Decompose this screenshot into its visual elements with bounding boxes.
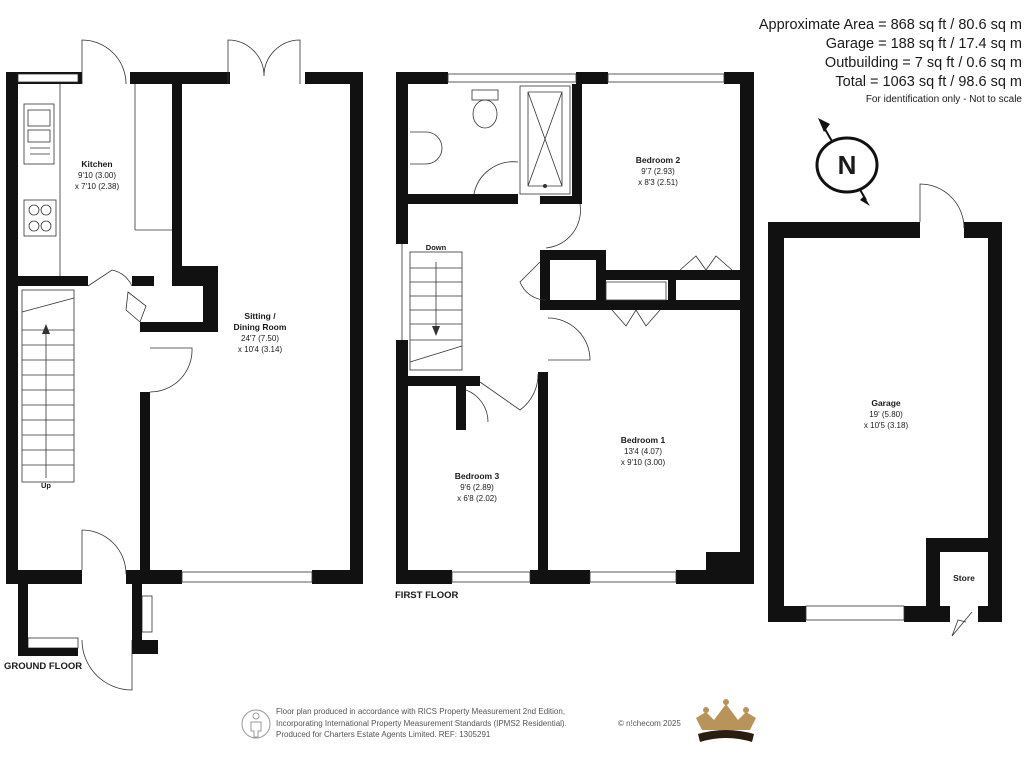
door-swing bbox=[82, 40, 126, 84]
compass-north-letter: N bbox=[837, 150, 857, 180]
hob-ring bbox=[29, 221, 39, 231]
copyright-text: © n!checom 2025 bbox=[618, 719, 681, 728]
wall bbox=[130, 72, 230, 84]
door-swing bbox=[920, 184, 964, 228]
wall bbox=[606, 270, 740, 280]
door-swing bbox=[952, 612, 972, 636]
first-floor-plan bbox=[396, 72, 754, 584]
wall bbox=[768, 606, 806, 622]
garage-dimension: 19' (5.80) bbox=[869, 410, 903, 419]
wall bbox=[408, 194, 518, 204]
cupboard bbox=[606, 282, 666, 300]
door-swing bbox=[88, 270, 132, 286]
stairs-down-label: Down bbox=[425, 243, 447, 252]
ground-stairs bbox=[22, 290, 74, 482]
toilet-cistern bbox=[472, 90, 498, 100]
bath-plug bbox=[543, 184, 547, 188]
approximate-area-text: Approximate Area = 868 sq ft / 80.6 sq m bbox=[758, 17, 1022, 33]
wall bbox=[768, 222, 920, 238]
door-swing bbox=[480, 374, 538, 410]
store-label: Store bbox=[953, 573, 975, 583]
cupboard-doors bbox=[612, 310, 660, 326]
basin bbox=[410, 132, 442, 164]
ground-floor-label: GROUND FLOOR bbox=[4, 661, 83, 672]
wall bbox=[408, 376, 480, 386]
sink-bowl bbox=[28, 110, 50, 126]
window bbox=[452, 572, 530, 582]
hob-ring bbox=[29, 205, 39, 215]
first-floor-stairs bbox=[402, 244, 462, 370]
sitting-room-label: Dining Room bbox=[233, 322, 287, 332]
garage-dimension: x 10'5 (3.18) bbox=[863, 421, 909, 430]
window bbox=[608, 74, 724, 82]
wall bbox=[18, 584, 28, 654]
garage-area-text: Garage = 188 sq ft / 17.4 sq m bbox=[825, 36, 1022, 52]
wall bbox=[6, 570, 82, 584]
wall bbox=[926, 538, 940, 622]
first-floor-label: FIRST FLOOR bbox=[395, 590, 459, 601]
garage-label: Garage bbox=[871, 398, 901, 408]
footer-text bbox=[276, 706, 616, 741]
door-swing bbox=[82, 640, 132, 690]
french-door-swing bbox=[228, 40, 300, 84]
wall bbox=[396, 570, 452, 584]
door-swing bbox=[548, 318, 590, 360]
wall bbox=[456, 376, 466, 430]
wall bbox=[126, 570, 182, 584]
crown-logo-icon bbox=[696, 699, 756, 742]
wall bbox=[172, 266, 218, 286]
wall bbox=[538, 372, 548, 584]
wall bbox=[596, 250, 606, 308]
sitting-room-dimension: 24'7 (7.50) bbox=[241, 334, 279, 343]
bedroom-1-dimension: x 9'10 (3.00) bbox=[620, 458, 666, 467]
footer-line: Incorporating International Property Measurement Standards (IPMS2 Residential). bbox=[276, 718, 567, 728]
scale-note: For identification only - Not to scale bbox=[865, 94, 1022, 105]
window bbox=[590, 572, 676, 582]
toilet bbox=[473, 100, 497, 128]
wall bbox=[706, 552, 754, 584]
kitchen-dimension: 9'10 (3.00) bbox=[78, 171, 116, 180]
window bbox=[28, 638, 78, 648]
wall bbox=[540, 196, 582, 204]
total-area-text: Total = 1063 sq ft / 98.6 sq m bbox=[835, 74, 1022, 90]
bedroom-3-dimension: 9'6 (2.89) bbox=[460, 483, 494, 492]
bedroom-2-dimension: 9'7 (2.93) bbox=[641, 167, 675, 176]
hob-ring bbox=[41, 205, 51, 215]
wall bbox=[668, 280, 676, 304]
wall bbox=[396, 72, 408, 244]
bedroom-2-label: Bedroom 2 bbox=[635, 155, 681, 165]
wall bbox=[6, 72, 18, 584]
window bbox=[448, 74, 576, 82]
wall bbox=[350, 72, 363, 584]
wall bbox=[988, 222, 1002, 622]
door-swing bbox=[150, 348, 192, 392]
wall bbox=[18, 648, 78, 656]
bedroom-2-dimension: x 8'3 (2.51) bbox=[638, 178, 678, 187]
hob-ring bbox=[41, 221, 51, 231]
cupboard-doors bbox=[680, 256, 732, 270]
wall bbox=[540, 250, 550, 300]
footer-line: Produced for Charters Estate Agents Limited. REF: 1305291 bbox=[276, 730, 491, 739]
compass-icon bbox=[817, 118, 877, 206]
bedroom-1-label: Bedroom 1 bbox=[620, 435, 666, 445]
wall bbox=[132, 276, 154, 286]
cupboard bbox=[126, 292, 146, 322]
bedroom-1-dimension: 13'4 (4.07) bbox=[624, 447, 662, 456]
door-swing bbox=[82, 530, 126, 574]
wall bbox=[18, 276, 88, 286]
window bbox=[142, 596, 152, 632]
bedroom-3-label: Bedroom 3 bbox=[454, 471, 500, 481]
wall bbox=[142, 640, 158, 654]
door-swing bbox=[474, 162, 518, 194]
window bbox=[182, 572, 312, 582]
hob bbox=[24, 200, 56, 236]
wall bbox=[768, 222, 784, 622]
outbuilding-area-text: Outbuilding = 7 sq ft / 0.6 sq m bbox=[824, 55, 1022, 71]
wall bbox=[740, 72, 754, 584]
sitting-room-dimension: x 10'4 (3.14) bbox=[237, 345, 283, 354]
sitting-room-label: Sitting / bbox=[244, 311, 276, 321]
wall bbox=[140, 392, 150, 584]
ground-floor-plan bbox=[6, 40, 363, 690]
stairs-up-label: Up bbox=[41, 481, 51, 490]
person-icon bbox=[242, 710, 270, 738]
bedroom-3-dimension: x 6'8 (2.02) bbox=[457, 494, 497, 503]
wall bbox=[576, 72, 608, 84]
wall bbox=[540, 300, 740, 310]
wall bbox=[396, 340, 408, 584]
wall bbox=[572, 84, 582, 204]
wall bbox=[312, 570, 363, 584]
door-swing bbox=[466, 390, 488, 422]
window bbox=[18, 74, 78, 82]
footer-line: Floor plan produced in accordance with RICS Property Measurement 2nd Edition, bbox=[276, 707, 566, 716]
wall bbox=[132, 584, 142, 654]
kitchen-label: Kitchen bbox=[81, 159, 113, 169]
door-swing bbox=[546, 204, 581, 248]
sink-bowl bbox=[28, 130, 50, 142]
shower-screen bbox=[528, 92, 562, 186]
sink-unit bbox=[24, 104, 54, 164]
garage-door bbox=[806, 606, 904, 620]
wall bbox=[978, 606, 1002, 622]
kitchen-dimension: x 7'10 (2.38) bbox=[74, 182, 120, 191]
wall bbox=[140, 322, 218, 332]
wall bbox=[172, 84, 182, 274]
